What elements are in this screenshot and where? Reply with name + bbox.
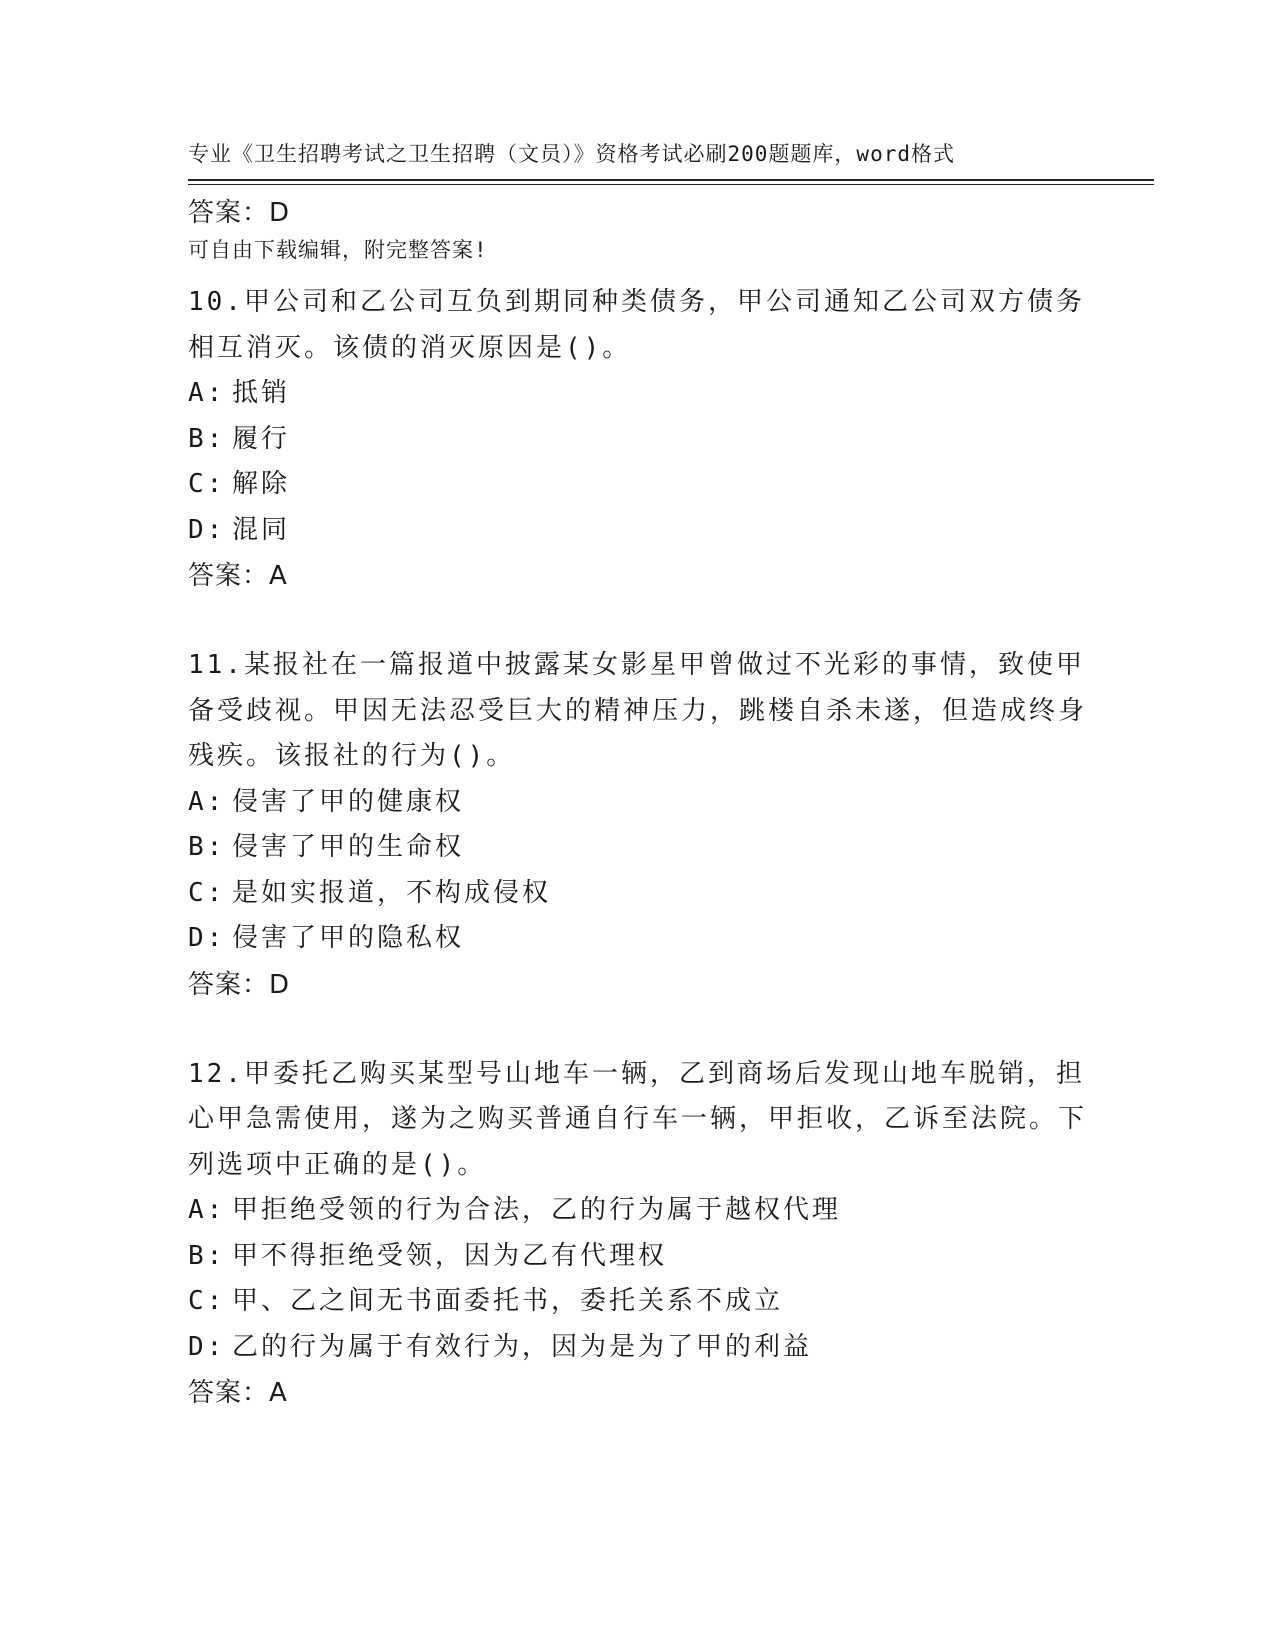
option-a — [188, 780, 1088, 826]
question-stem: 11.某报社在一篇报道中披露某女影星甲曾做过不光彩的事情，致使甲备受歧视。甲因无法忍受巨大的精神压力，跳楼自杀未遂，但造成终身残疾。该报社的行为()。 — [188, 650, 1088, 771]
option-text: 侵害了甲的健康权 — [232, 786, 465, 817]
option-letter: A: — [188, 1195, 226, 1225]
option-text: 侵害了甲的生命权 — [232, 832, 465, 862]
option-letter: C: — [188, 469, 226, 499]
option-a — [188, 1188, 1088, 1234]
option-text: 甲、乙之间无书面委托书，委托关系不成立 — [232, 1286, 784, 1316]
header-rule-thin — [188, 184, 1154, 185]
option-letter: B: — [188, 423, 226, 454]
question-10 — [188, 280, 1088, 599]
answer-label: 答案：D — [188, 198, 291, 228]
option-letter: B: — [188, 1240, 226, 1271]
question-stem: 12.甲委托乙购买某型号山地车一辆，乙到商场后发现山地车脱销，担心甲急需使用，遂为之购买普通自行车一辆，甲拒收，乙诉至法院。下列选项中正确的是()。 — [188, 1058, 1088, 1180]
option-text: 混同 — [232, 514, 291, 545]
option-text: 乙的行为属于有效行为，因为是为了甲的利益 — [232, 1331, 813, 1362]
header-rule-thick — [188, 179, 1154, 181]
option-c — [188, 462, 1088, 508]
option-b — [188, 1234, 1088, 1280]
option-list — [188, 371, 1088, 553]
answer-label: 答案：A — [188, 1378, 288, 1408]
option-d — [188, 916, 1088, 962]
question-stem: 10.甲公司和乙公司互负到期同种类债务，甲公司通知乙公司双方债务相互消灭。该债的消灭原因是()。 — [188, 287, 1085, 363]
answer-label: 答案：A — [188, 561, 288, 591]
option-c — [188, 1279, 1088, 1325]
option-b — [188, 825, 1088, 871]
option-text: 甲拒绝受领的行为合法，乙的行为属于越权代理 — [232, 1195, 842, 1225]
option-b — [188, 417, 1088, 463]
option-letter: D: — [188, 1331, 226, 1362]
option-text: 履行 — [232, 423, 291, 454]
option-letter: C: — [188, 877, 226, 908]
option-letter: C: — [188, 1286, 226, 1316]
header-line-1: 专业《卫生招聘考试之卫生招聘（文员）》资格考试必刷200题题库，word格式 — [188, 142, 955, 166]
question-11 — [188, 643, 1088, 1008]
option-list — [188, 780, 1088, 962]
option-letter: A: — [188, 378, 226, 408]
option-text: 甲不得拒绝受领，因为乙有代理权 — [232, 1240, 668, 1271]
option-list — [188, 1188, 1088, 1370]
option-letter: D: — [188, 923, 226, 953]
option-a — [188, 371, 1088, 417]
option-letter: B: — [188, 832, 226, 862]
question-12 — [188, 1052, 1088, 1417]
answer-label: 答案：D — [188, 969, 291, 1000]
option-text: 是如实报道，不构成侵权 — [232, 877, 552, 908]
option-text: 抵销 — [232, 378, 291, 408]
option-letter: A: — [188, 786, 226, 817]
option-c — [188, 871, 1088, 917]
header-line-2: 可自由下载编辑，附完整答案! — [188, 238, 488, 262]
option-d — [188, 1325, 1088, 1371]
option-d — [188, 508, 1088, 554]
option-letter: D: — [188, 514, 226, 545]
document-body — [188, 190, 1088, 1416]
option-text: 侵害了甲的隐私权 — [232, 923, 465, 953]
option-text: 解除 — [232, 469, 291, 499]
